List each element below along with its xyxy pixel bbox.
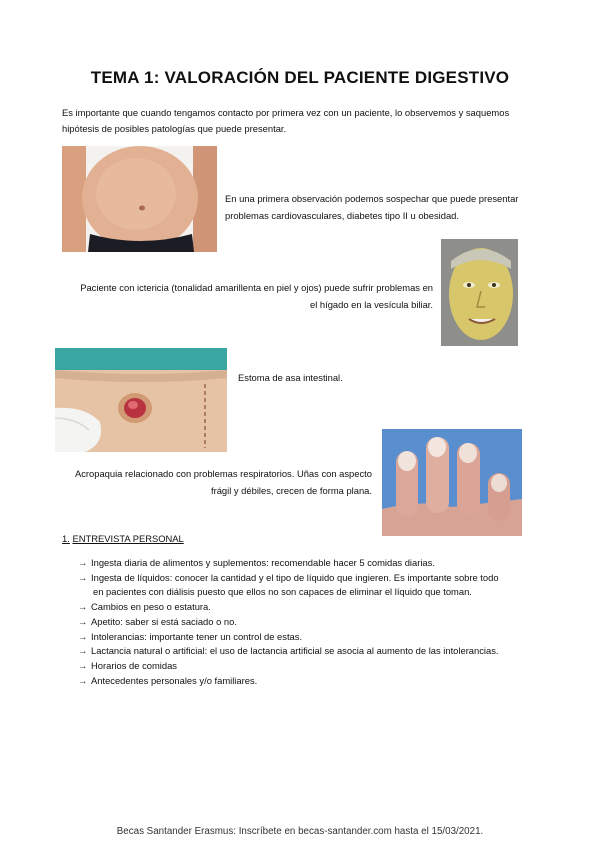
list-item-text: Horarios de comidas bbox=[91, 659, 177, 671]
arrow-icon: → bbox=[78, 659, 88, 671]
list-item bbox=[78, 674, 548, 689]
arrow-icon: → bbox=[78, 557, 88, 568]
list-item bbox=[78, 615, 548, 630]
section-heading bbox=[62, 533, 184, 544]
caption-line: problemas cardiovasculares, diabetes tipo II u obesidad. bbox=[225, 210, 459, 221]
list-item-text: Ingesta diaria de alimentos y suplementos: recomendable hacer 5 comidas diarias. bbox=[91, 557, 435, 568]
figure-1-caption bbox=[225, 190, 545, 224]
list-item bbox=[78, 600, 548, 615]
list-item-text: Ingesta de líquidos: conocer la cantidad y el tipo de líquido que ingieren. Es importante sobre todo bbox=[91, 571, 499, 583]
clubbed-fingers-photo bbox=[382, 429, 522, 536]
stoma-photo bbox=[55, 348, 227, 452]
abdomen-photo bbox=[62, 146, 217, 252]
interview-list bbox=[78, 556, 548, 688]
list-item-text: Antecedentes personales y/o familiares. bbox=[91, 674, 258, 686]
list-item bbox=[78, 556, 548, 571]
caption-line: frágil y débiles, crecen de forma plana. bbox=[210, 485, 372, 496]
jaundice-face-photo bbox=[441, 239, 518, 346]
list-item bbox=[78, 659, 548, 674]
arrow-icon: → bbox=[78, 601, 88, 613]
caption-line: el hígado en la vesícula biliar. bbox=[310, 299, 433, 310]
intro-paragraph: Es importante que cuando tengamos contacto por primera vez con un paciente, lo observemos y saquemos hipótesis de posibles patologías que puede presentar. bbox=[62, 107, 510, 134]
arrow-icon: → bbox=[78, 645, 88, 657]
list-item bbox=[78, 571, 548, 600]
caption-line: Acropaquia relacionado con problemas respiratorios. Uñas con aspecto bbox=[74, 468, 372, 479]
figure-4-caption bbox=[62, 465, 372, 499]
list-item-text: Lactancia natural o artificial: el uso de lactancia artificial se asocia al aumento de las intolerancias. bbox=[91, 645, 499, 657]
list-item-text: Intolerancias: importante tener un control de estas. bbox=[91, 630, 303, 642]
arrow-icon: → bbox=[78, 615, 88, 627]
arrow-icon: → bbox=[78, 674, 88, 686]
arrow-icon: → bbox=[78, 571, 88, 583]
caption-line: En una primera observación podemos sospechar que puede presentar bbox=[225, 193, 519, 204]
list-item-text: Apetito: saber si está saciado o no. bbox=[91, 615, 237, 627]
section-number: 1. bbox=[62, 533, 70, 544]
list-item bbox=[78, 644, 548, 659]
list-item bbox=[78, 630, 548, 645]
list-item-text: Cambios en peso o estatura. bbox=[91, 601, 211, 613]
page-title: TEMA 1: VALORACIÓN DEL PACIENTE DIGESTIVO bbox=[90, 68, 510, 87]
figure-2-caption bbox=[62, 279, 433, 313]
figure-3-caption bbox=[238, 369, 438, 386]
caption-line: Estoma de asa intestinal. bbox=[238, 372, 343, 383]
section-title: ENTREVISTA PERSONAL bbox=[72, 533, 184, 544]
caption-line: Paciente con ictericia (tonalidad amarillenta en piel y ojos) puede sufrir problemas en bbox=[80, 282, 433, 293]
list-item-continuation: en pacientes con diálisis puesto que ellos no son capaces de eliminar el líquido que toman. bbox=[93, 586, 472, 598]
arrow-icon: → bbox=[78, 630, 88, 642]
footer-promo: Becas Santander Erasmus: Inscríbete en becas-santander.com hasta el 15/03/2021. bbox=[116, 826, 484, 837]
